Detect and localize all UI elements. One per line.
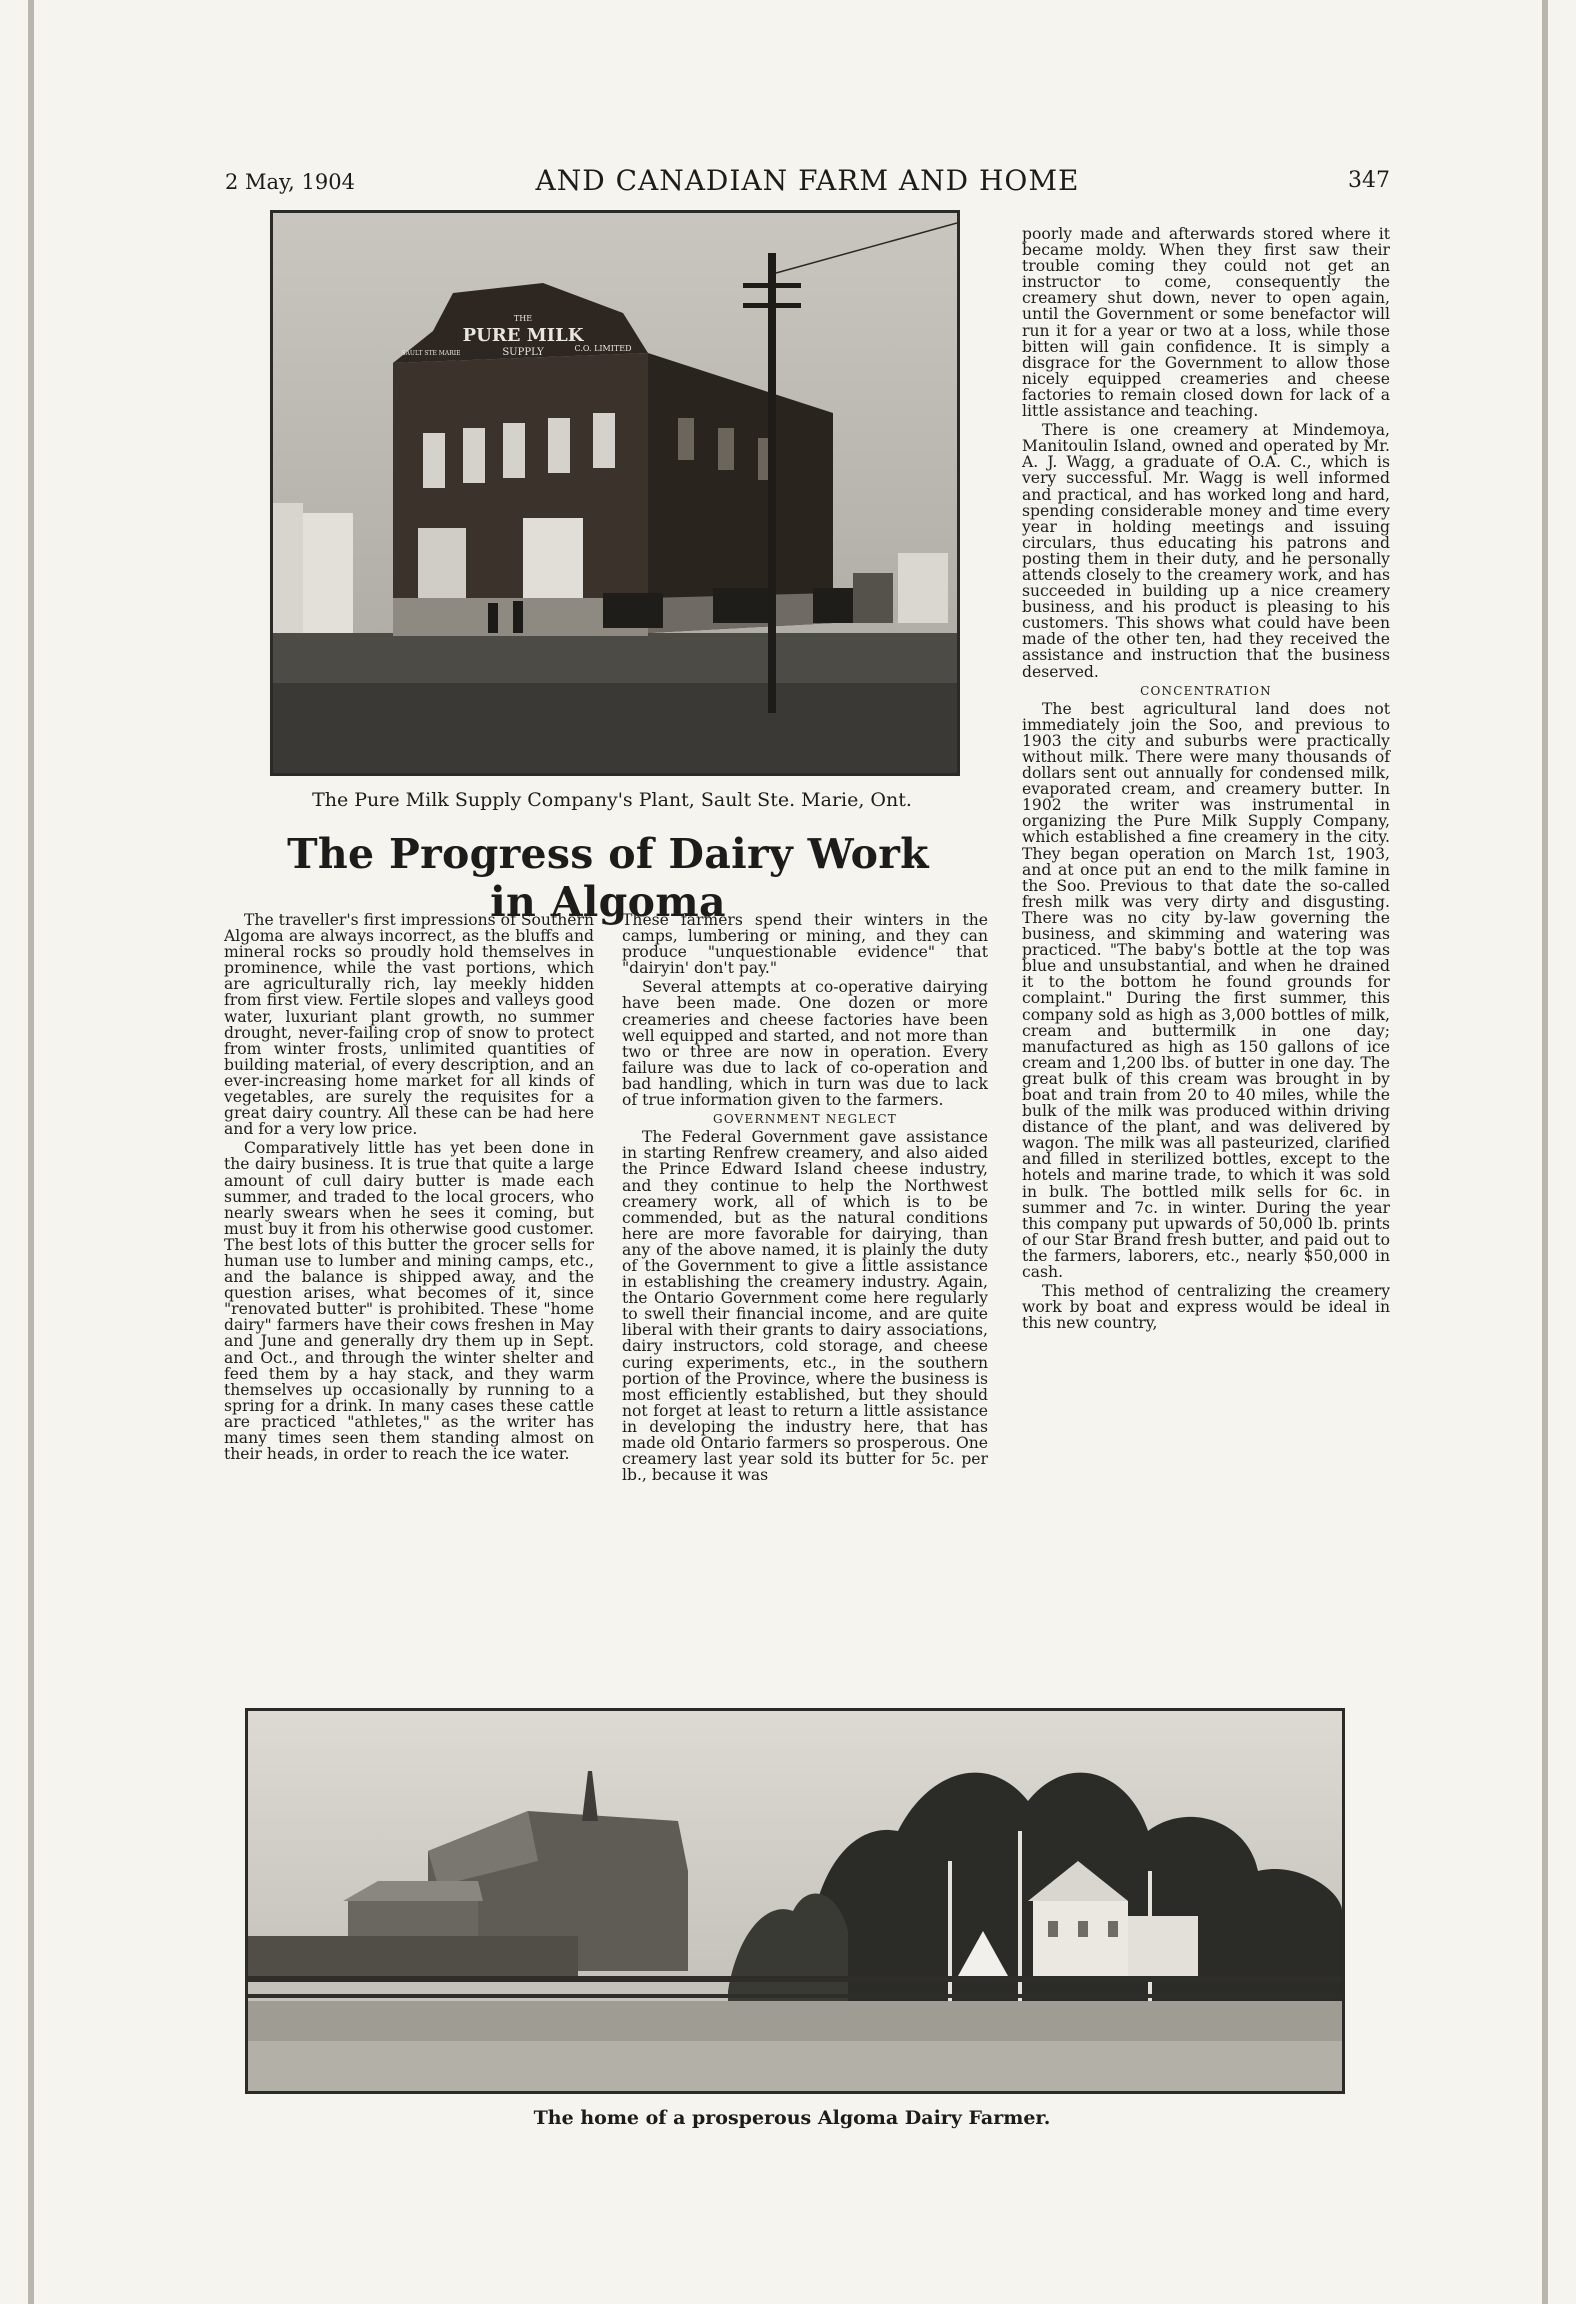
sign-right: C.O. LIMITED: [574, 344, 632, 353]
paragraph: There is one creamery at Mindemoya, Manitoulin Island, owned and operated by Mr. A. J. Wagg, a graduate of O.A. C., which is very successful. Mr. Wagg is well informed and practical, and has worked long and hard, spending considerable money and time every year in holding meetings and issuing circulars, thus educating his patrons and posting them in their duty, and he personally attends closely to the creamery work, and has succeeded in building up a nice creamery business, and his product is pleasing to his customers. This shows what could have been made of the other ten, had they received the assistance and instruction that the business deserved.: [1022, 421, 1390, 681]
farm-photo: [245, 1708, 1345, 2094]
paragraph: poorly made and afterwards stored where it became moldy. When they first saw their trouble coming they could not get an instructor to come, consequently the creamery shut down, never to open again, until the Government or some benefactor will run it for a year or two at a loss, while those bitten will gain confidence. It is simply a disgrace for the Government to allow those nicely equipped creameries and cheese factories to remain closed down for lack of a little assistance and teaching.: [1022, 225, 1390, 421]
paragraph: These farmers spend their winters in the camps, lumbering or mining, and they can produce "unquestionable evidence" that "dairyin' don't pay.": [622, 911, 988, 978]
sign-the: THE: [513, 314, 533, 323]
farm-photo-drawing: [248, 1711, 1342, 2091]
article-title: The Progress of Dairy Work in Algoma: [287, 830, 929, 926]
sign-supply: SUPPLY: [502, 347, 544, 358]
article-column-2: [622, 912, 988, 1483]
article-column-1: [224, 912, 594, 1462]
article-column-3: [1022, 226, 1390, 1331]
sign-left: SAULT STE MARIE: [401, 350, 461, 357]
creamery-photo-drawing: [273, 213, 957, 773]
page-number: 347: [1348, 168, 1390, 193]
issue-date: 2 May, 1904: [225, 170, 355, 194]
paragraph: Comparatively little has yet been done in the dairy business. It is true that quite a large amount of cull dairy butter is made each summer, and traded to the local grocers, who nearly swears when he sees it coming, but must buy it from his otherwise good customer. The best lots of this butter the grocer sells for human use to lumber and mining camps, etc., and the balance is shipped away, and the question arises, what becomes of it, since "renovated butter" is prohibited. These "home dairy" farmers have their cows freshen in May and June and generally dry them up in Sept. and Oct., and through the winter shelter and feed them by a hay stack, and they warm themselves up occasionally by running to a spring for a drink. In many cases these cattle are practiced "athletes," as the writer has many times seen them standing almost on their heads, in order to reach the ice water.: [224, 1139, 594, 1464]
running-header: [225, 162, 1390, 202]
scan-edge-right: [1542, 0, 1548, 2304]
sign-pure-milk: PURE MILK: [462, 325, 584, 346]
paragraph: The best agricultural land does not immediately join the Soo, and previous to 1903 the city and suburbs were practically without milk. There were many thousands of dollars sent out annually for condensed milk, evaporated cream, and creamery butter. In 1902 the writer was instrumental in organizing the Pure Milk Supply Company, which established a fine creamery in the city. They began operation on March 1st, 1903, and at once put an end to the milk famine in the Soo. Previous to that date the so-called fresh milk was very dirty and disgusting. There was no city by-law governing the business, and skimming and watering was practiced. "The baby's bottle at the top was blue and unsubstantial, and when he drained it to the bottom he found grounds for complaint." During the first summer, this company sold as high as 3,000 bottles of milk, cream and buttermilk in one day; manufactured as high as 150 gallons of ice cream and 1,200 lbs. of butter in one day. The great bulk of this cream was brought in by boat and train from 20 to 40 miles, while the bulk of the milk was produced within driving distance of the plant, and was delivered by wagon. The milk was all pasteurized, clarified and filled in sterilized bottles, except to the hotels and marine trade, to which it was sold in bulk. The bottled milk sells for 6c. in summer and 7c. in winter. During the year this company put upwards of 50,000 lb. prints of our Star Brand fresh butter, and paid out to the farmers, laborers, etc., nearly $50,000 in cash.: [1022, 699, 1390, 1281]
scan-edge-left: [28, 0, 34, 2304]
paragraph: The Federal Government gave assistance in starting Renfrew creamery, and also aided the Prince Edward Island cheese industry, and they continue to help the Northwest creamery work, all of which is to be commended, but as the natural conditions here are more favorable for dairying, than any of the above named, it is plainly the duty of the Government to give a little assistance in establishing the creamery industry. Again, the Ontario Government come here regularly to swell their financial income, and are quite liberal with their grants to dairy associations, dairy instructors, cold storage, and cheese curing experiments, etc., in the southern portion of the Province, where the business is most efficiently established, but they should not forget at least to return a little assistance in developing the industry here, that has made old Ontario farmers so prosperous. One creamery last year sold its butter for 5c. per lb., because it was: [622, 1128, 988, 1485]
paragraph: Several attempts at co-operative dairying have been made. One dozen or more creameries and cheese factories have been well equipped and started, and not more than two or three are now in operation. Every failure was due to lack of co-operation and bad handling, which in turn was due to lack of true information given to the farmers.: [622, 978, 988, 1110]
creamery-photo: [270, 210, 960, 776]
section-heading: GOVERNMENT NEGLECT: [713, 1112, 897, 1127]
farm-photo-caption: The home of a prosperous Algoma Dairy Farmer.: [533, 2107, 1051, 2129]
section-heading: CONCENTRATION: [1140, 683, 1272, 698]
paragraph: This method of centralizing the creamery work by boat and express would be ideal in this new country,: [1022, 1282, 1390, 1333]
journal-title: AND CANADIAN FARM AND HOME: [535, 164, 1080, 197]
paragraph: The traveller's first impressions of Southern Algoma are always incorrect, as the bluffs and mineral rocks so proudly hold themselves in prominence, while the vast portions, which are agriculturally rich, lay meekly hidden from first view. Fertile slopes and valleys good water, luxuriant plant growth, no summer drought, never-failing crop of snow to protect from winter frosts, unlimited quantities of building material, of every description, and an ever-increasing home market for all kinds of vegetables, are surely the requisites for a great dairy country. All these can be had here and for a very low price.: [224, 911, 594, 1139]
creamery-photo-caption: The Pure Milk Supply Company's Plant, Sault Ste. Marie, Ont.: [312, 789, 912, 811]
